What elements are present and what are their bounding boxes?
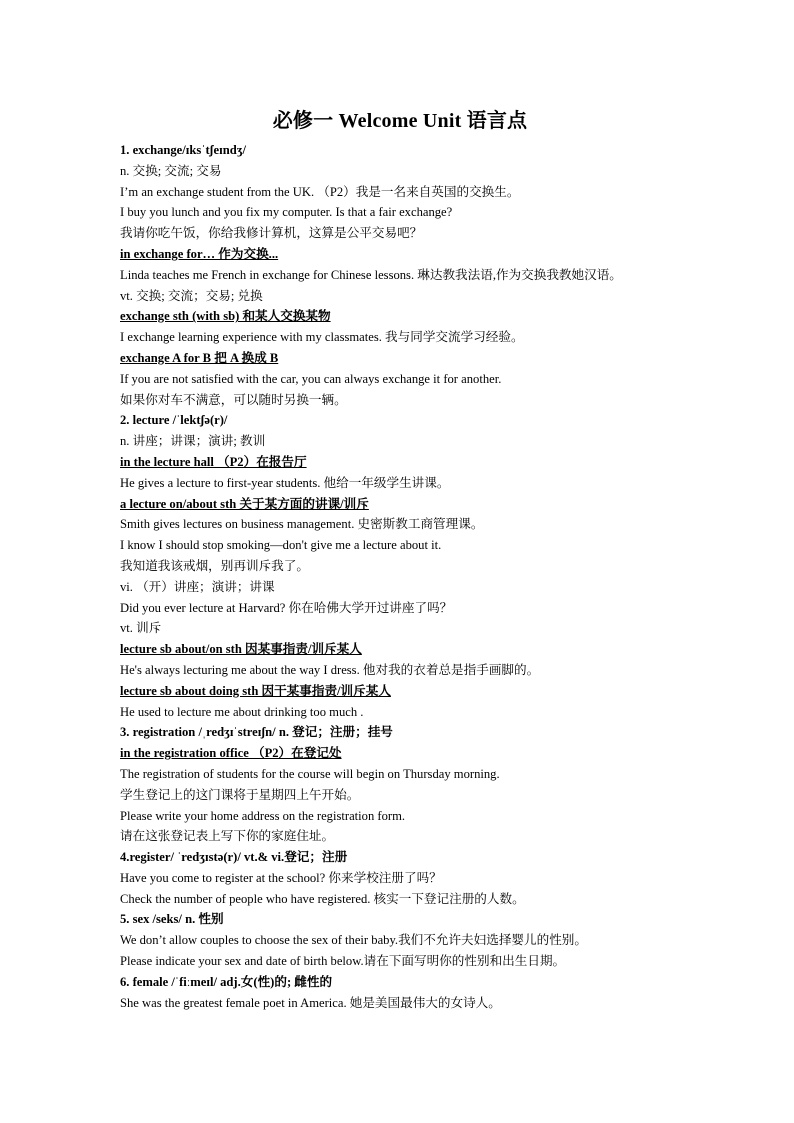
note-line: 我请你吃午饭，你给我修计算机，这算是公平交易吧？ xyxy=(120,226,423,241)
note-line: I exchange learning experience with my classmates. 我与同学交流学习经验。 xyxy=(120,330,524,345)
note-line: Have you come to register at the school? 你来学校注册了吗？ xyxy=(120,870,442,885)
note-line: vt. 交换; 交流；交易; 兑换 xyxy=(120,288,263,303)
heading-line: lecture sb about/on sth 因某事指责/训斥某人 xyxy=(120,642,362,657)
heading-line: 2. lecture /ˈlektʃə(r)/ xyxy=(120,413,228,428)
note-line: 我知道我该戒烟，别再训斥我了。 xyxy=(120,558,309,573)
notes-body xyxy=(120,140,680,1013)
note-line: The registration of students for the course will begin on Thursday morning. xyxy=(120,766,500,781)
page-title: 必修一 Welcome Unit 语言点 xyxy=(272,110,528,132)
heading-line: a lecture on/about sth 关于某方面的讲课/训斥 xyxy=(120,496,369,511)
note-line: I’m an exchange student from the UK. （P2）我是一名来自英国的交换生。 xyxy=(120,184,520,199)
heading-line: 1. exchange/ɪksˈtʃeɪndʒ/ xyxy=(120,143,246,157)
note-line: She was the greatest female poet in America. 她是美国最伟大的女诗人。 xyxy=(120,995,501,1010)
heading-line: 6. female /ˈfiːmeɪl/ adj.女(性)的; 雌性的 xyxy=(120,974,333,989)
heading-line: exchange A for B 把 A 换成 B xyxy=(120,350,279,365)
heading-line: exchange sth (with sb) 和某人交换某物 xyxy=(120,309,331,324)
note-line: He used to lecture me about drinking too much . xyxy=(120,704,364,719)
note-line: I buy you lunch and you fix my computer. Is that a fair exchange? xyxy=(120,205,453,220)
note-line: n. 讲座；讲课；演讲; 教训 xyxy=(120,434,266,449)
note-line: 请在这张登记表上写下你的家庭住址。 xyxy=(120,829,335,844)
note-line: vi. （开）讲座；演讲；讲课 xyxy=(120,579,275,594)
heading-line: in the lecture hall （P2）在报告厅 xyxy=(120,454,307,469)
heading-line: in the registration office （P2）在登记处 xyxy=(120,746,342,761)
note-line: Please write your home address on the registration form. xyxy=(120,808,406,823)
note-line: n. 交换; 交流; 交易 xyxy=(120,163,222,178)
note-line: 学生登记上的这门课将于星期四上午开始。 xyxy=(120,787,360,802)
heading-line: 3. registration /ˌredʒɪˈstreɪʃn/ n. 登记；注册；挂号 xyxy=(120,725,393,740)
heading-line: 4.register/ ˈredʒɪstə(r)/ vt.& vi.登记；注册 xyxy=(120,850,348,865)
note-line: 如果你对车不满意，可以随时另换一辆。 xyxy=(120,392,347,407)
note-line: We don’t allow couples to choose the sex of their baby.我们不允许夫妇选择婴儿的性别。 xyxy=(120,933,587,948)
heading-line: in exchange for… 作为交换... xyxy=(120,246,279,261)
note-line: He's always lecturing me about the way I dress. 他对我的衣着总是指手画脚的。 xyxy=(120,662,540,677)
note-line: If you are not satisfied with the car, you can always exchange it for another. xyxy=(120,371,502,386)
note-line: Please indicate your sex and date of birth below.请在下面写明你的性别和出生日期。 xyxy=(120,954,566,969)
heading-line: 5. sex /seks/ n. 性别 xyxy=(120,912,224,927)
note-line: I know I should stop smoking—don't give me a lecture about it. xyxy=(120,538,442,553)
heading-line: lecture sb about doing sth 因干某事指责/训斥某人 xyxy=(120,683,391,698)
note-line: He gives a lecture to first-year students. 他给一年级学生讲课。 xyxy=(120,475,450,490)
note-line: Linda teaches me French in exchange for Chinese lessons. 琳达教我法语,作为交换我教她汉语。 xyxy=(120,267,622,282)
note-line: Did you ever lecture at Harvard? 你在哈佛大学开过讲座了吗？ xyxy=(120,600,453,615)
note-line: vt. 训斥 xyxy=(120,621,162,636)
note-line: Check the number of people who have registered. 核实一下登记注册的人数。 xyxy=(120,891,525,906)
note-line: Smith gives lectures on business management. 史密斯教工商管理课。 xyxy=(120,517,484,532)
